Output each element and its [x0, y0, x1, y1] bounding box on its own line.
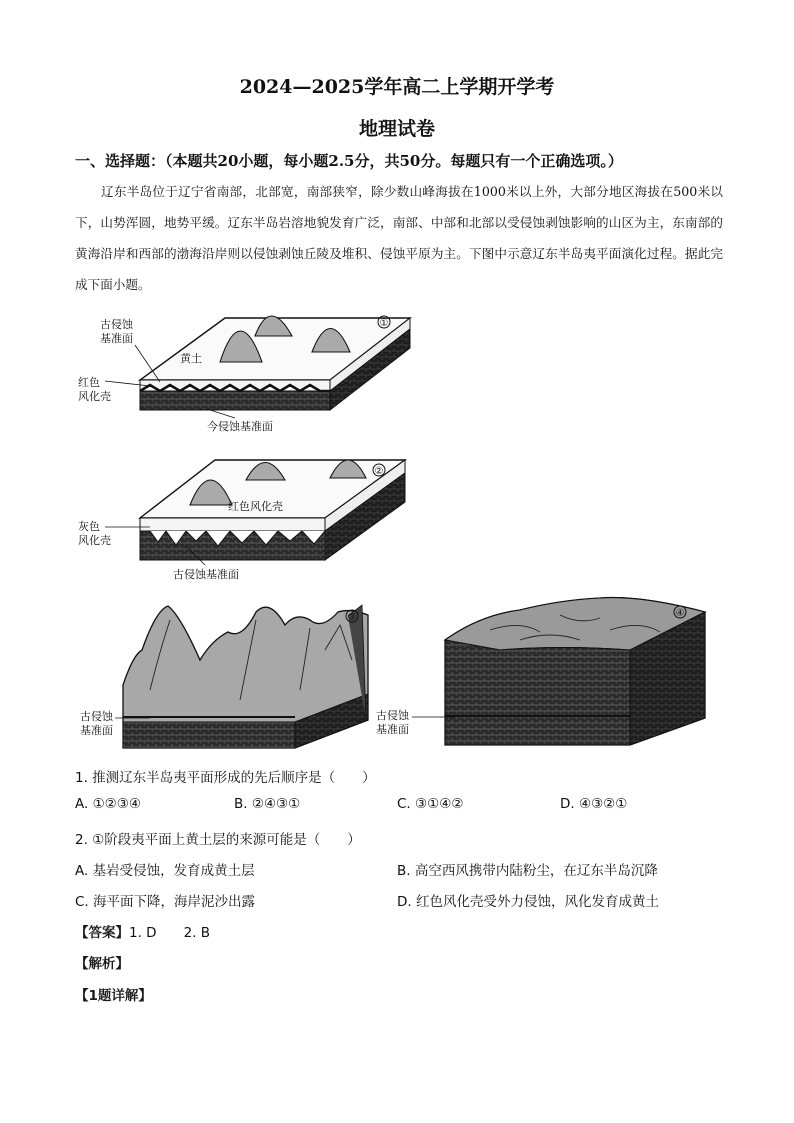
d4-label-ancient-2: 基准面	[376, 723, 409, 736]
d1-label-red-2: 风化壳	[78, 390, 111, 403]
d1-label-loess: 黄土	[180, 352, 202, 365]
d1-label-red-1: 红色	[78, 376, 100, 389]
d1-label-ancient-2: 基准面	[100, 332, 133, 345]
d2-label-red: 红色风化壳	[228, 500, 283, 513]
d1-label-ancient-1: 古侵蚀	[100, 318, 133, 331]
section-heading: 一、选择题：（本题共20小题，每小题2.5分，共50分。每题只有一个正确选项。）	[75, 152, 623, 170]
question-2: 2. ①阶段夷平面上黄土层的来源可能是（ ）	[75, 832, 361, 848]
q1-option-b[interactable]: B. ②④③①	[234, 796, 301, 812]
passage-text: 辽东半岛位于辽宁省南部，北部宽，南部狭窄，除少数山峰海拔在1000米以上外，大部分地区海拔在500米以下，山势浑圆，地势平缓。辽东半岛岩溶地貌发育广泛，南部、中部和北部以受侵蚀剥蚀影响的山区为主，东南部的黄海沿岸和西部的渤海沿岸则以侵蚀剥蚀丘陵及堆积、侵蚀平原为主。下图中示意辽东半岛夷平面演化过程。据此完成下面小题。	[75, 184, 723, 292]
q2-option-a[interactable]: A. 基岩受侵蚀，发育成黄土层	[75, 863, 255, 879]
answer-text: 1. D 2. B	[129, 925, 210, 941]
analysis-heading	[75, 952, 129, 972]
d2-label-grey-2: 风化壳	[78, 534, 111, 547]
d2-label-ancient-base: 古侵蚀基准面	[173, 568, 239, 581]
analysis-tag: 【解析】	[75, 956, 129, 972]
answer-tag: 【答案】	[75, 925, 129, 941]
detail-heading	[75, 984, 152, 1004]
d1-label-modern-base: 今侵蚀基准面	[207, 420, 273, 433]
q1-option-d[interactable]: D. ④③②①	[560, 796, 628, 812]
page-title: 2024—2025学年高二上学期开学考	[239, 76, 555, 98]
page-subtitle: 地理试卷	[358, 118, 435, 140]
stage-2-number: ②	[374, 466, 384, 477]
q2-option-b[interactable]: B. 高空西风携带内陆粉尘，在辽东半岛沉降	[397, 863, 658, 879]
d4-label-ancient-1: 古侵蚀	[376, 709, 409, 722]
diagram-stage-4	[376, 598, 705, 745]
diagram-stage-1	[78, 316, 410, 433]
q1-option-a[interactable]: A. ①②③④	[75, 796, 141, 812]
d2-label-grey-1: 灰色	[78, 520, 100, 533]
diagram-stage-2	[78, 460, 405, 581]
question-1: 1. 推测辽东半岛夷平面形成的先后顺序是（ ）	[75, 770, 376, 786]
stage-3-number: ③	[347, 612, 357, 623]
q2-option-c[interactable]: C. 海平面下降，海岸泥沙出露	[75, 894, 256, 910]
d3-label-ancient-1: 古侵蚀	[80, 710, 113, 723]
answer-line	[75, 921, 210, 941]
peneplain-figure	[0, 300, 794, 760]
stage-1-number: ①	[379, 318, 389, 329]
detail-tag: 【1题详解】	[75, 988, 152, 1004]
stage-4-number: ④	[675, 608, 685, 619]
q1-option-c[interactable]: C. ③①④②	[397, 796, 464, 812]
q2-option-d[interactable]: D. 红色风化壳受外力侵蚀，风化发育成黄土	[397, 894, 659, 910]
d3-label-ancient-2: 基准面	[80, 724, 113, 737]
passage	[75, 176, 723, 300]
diagram-stage-3	[80, 605, 368, 748]
